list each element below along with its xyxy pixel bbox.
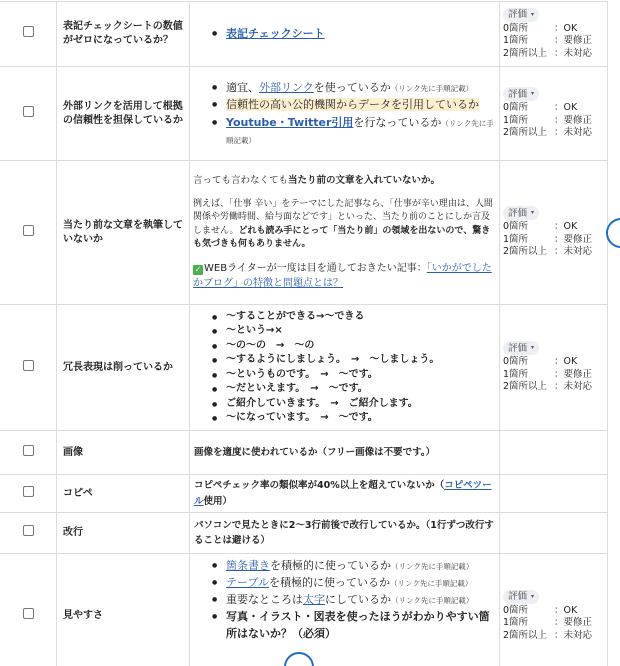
evaluation-dropdown[interactable]: 評価 ▾ (503, 590, 539, 604)
chevron-down-icon: ▾ (531, 90, 535, 98)
checkbox[interactable] (23, 525, 34, 536)
check-icon: ✓ (194, 264, 202, 274)
list-item: ● 〜になっています。 → 〜です。 (212, 411, 495, 426)
item-label: 当たり前な文章を執筆していないか (57, 161, 190, 305)
copy-tool-link[interactable]: コピペツール (194, 480, 492, 507)
table-row: 当たり前な文章を執筆していないか 言っても言わなくても当たり前の文章を入れていないか。 例えば、「仕事 辛い」をテーマにした記事なら、「仕事が辛い理由は、人間関係や労働時間、給与面などです」といった、当たり前のことにしか言及しません。どれも読み手にとって「当たり前」の領域を出ないので、驚きも気づきも何もありません。 ✓ WEBライターが一度は目を通しておきたい記事：「いかがでしたかブログ」の特徴と問題点とは？ 評価 ▾ 0箇所 ：OK 1箇所 ：要修正 2箇所以上 ：未対応 (0, 161, 608, 305)
checkbox[interactable] (23, 608, 34, 619)
checklist-table (0, 1, 608, 666)
item-label: 冗長表現は削っているか (57, 305, 190, 431)
evaluation-cell: 評価 ▾ 0箇所 ：OK 1箇所 ：要修正 2箇所以上 ：未対応 (500, 554, 608, 666)
evaluation-dropdown[interactable]: 評価 ▾ (503, 341, 539, 355)
table-row: 画像 画像を適度に使われているか（フリー画像は不要です。） (0, 431, 608, 475)
list-item: ● 〜することができる→〜できる (212, 310, 495, 325)
list-item: ● 〜だといえます。 → 〜です。 (212, 382, 495, 397)
item-label: 改行 (57, 513, 190, 554)
evaluation-cell: 評価 ▾ 0箇所 ：OK 1箇所 ：要修正 2箇所以上 ：未対応 (500, 161, 608, 305)
bold-text-link[interactable]: 太字 (303, 593, 325, 607)
chevron-down-icon: ▾ (531, 209, 535, 217)
youtube-twitter-link[interactable]: Youtube・Twitter引用 (226, 115, 354, 129)
list-item: ● 〜の〜の → 〜の (212, 339, 495, 354)
evaluation-dropdown[interactable]: 評価 ▾ (503, 87, 539, 101)
list-item: ● 適宜、外部リンクを使っているか（リンク先に手順記載） (212, 79, 495, 96)
checkbox[interactable] (23, 445, 34, 456)
external-link-link[interactable]: 外部リンク (259, 81, 314, 95)
checkbox[interactable] (23, 225, 34, 236)
list-item: ● 信頼性の高い公的機関からデータを引用しているか (212, 96, 495, 113)
chevron-down-icon: ▾ (531, 344, 535, 352)
table-row (0, 2, 608, 67)
item-label: コピペ (57, 475, 190, 513)
list-item: ● Youtube・Twitter引用を行なっているか（リンク先に手順記載） (212, 114, 495, 148)
checkbox[interactable] (23, 486, 34, 497)
list-item: ● 〜という→× (212, 324, 495, 339)
item-label: 表記チェックシートの数値がゼロになっているか？ (57, 2, 190, 67)
evaluation-cell (500, 475, 608, 513)
list-item: ● テーブルを積極的に使っているか（リンク先に手順記載） (212, 574, 495, 591)
item-label: 外部リンクを活用して根拠の信頼性を担保しているか (57, 67, 190, 161)
evaluation-dropdown[interactable]: 評価 ▾ (503, 8, 539, 22)
table-row: コピペ コピペチェック率の類似率が40%以上を超えていないか（コピペツール使用） (0, 475, 608, 513)
table-row: 改行 パソコンで見たときに2〜3行前後で改行しているか。（1行ずつ改行することは避ける） (0, 513, 608, 554)
evaluation-cell: 評価 ▾ 0箇所 ：OK 1箇所 ：要修正 2箇所以上 ：未対応 (500, 67, 608, 161)
item-label: 見やすさ (57, 554, 190, 666)
related-article-link[interactable]: 「いかがでしたかブログ」の特徴と問題点とは？ (193, 262, 492, 289)
list-item: ● 重要なところは太字にしているか（リンク先に手順記載） (212, 591, 495, 608)
chevron-down-icon: ▾ (531, 10, 535, 18)
table-row (0, 305, 608, 431)
checkbox[interactable] (23, 26, 34, 37)
list-item (212, 25, 495, 42)
evaluation-cell: 評価 ▾ 0箇所 ：OK 1箇所 ：要修正 2箇所以上 ：未対応 (500, 305, 608, 431)
checkbox[interactable] (23, 106, 34, 117)
notation-checksheet-link[interactable]: 表記チェックシート (226, 27, 325, 41)
checkbox[interactable] (23, 360, 34, 371)
evaluation-dropdown[interactable]: 評価 ▾ (503, 206, 539, 220)
list-item: ● 〜というものです。 → 〜です。 (212, 368, 495, 383)
list-item: ● 〜するようにしましょう。 → 〜しましょう。 (212, 353, 495, 368)
bullet-list-link[interactable]: 箇条書き (226, 559, 270, 572)
table-link[interactable]: テーブル (226, 576, 270, 590)
evaluation-cell (500, 513, 608, 554)
list-item: ● 写真・イラスト・図表を使ったほうがわかりやすい箇所はないか？（必須） (212, 608, 495, 642)
list-item: ● ご紹介していきます。 → ご紹介します。 (212, 397, 495, 412)
evaluation-cell: 評価 ▾ 0箇所 ：OK 1箇所 ：要修正 2箇所以上 ：未対応 (500, 2, 608, 67)
list-item: ● 箇条書きを積極的に使っているか（リンク先に手順記載） (212, 557, 495, 574)
cursor-ring-indicator (606, 218, 620, 248)
evaluation-cell (500, 431, 608, 475)
table-row (0, 554, 608, 666)
table-row (0, 67, 608, 161)
item-label: 画像 (57, 431, 190, 475)
chevron-down-icon: ▾ (531, 592, 535, 600)
